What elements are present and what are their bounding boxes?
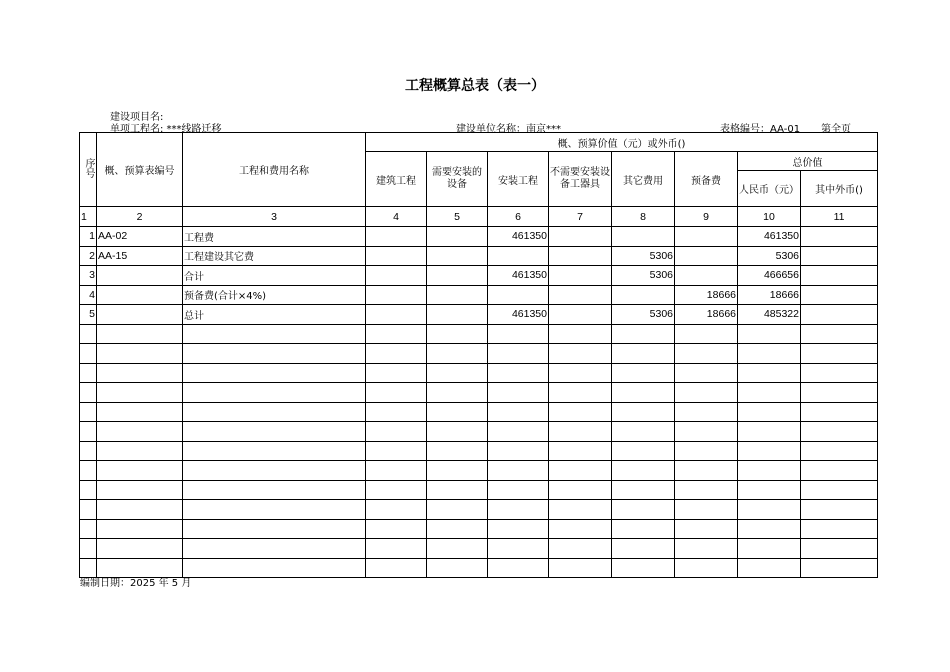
cell-equip-no-install bbox=[549, 344, 612, 364]
table-row bbox=[80, 539, 878, 559]
cell-seq bbox=[80, 500, 97, 520]
cell-seq bbox=[80, 461, 97, 481]
header-foreign: 其中外币() bbox=[801, 171, 878, 207]
cell-equip-no-install bbox=[549, 324, 612, 344]
cell-foreign bbox=[801, 441, 878, 461]
cell-construction bbox=[366, 227, 427, 247]
page-title: 工程概算总表（表一） bbox=[405, 78, 545, 94]
cell-install bbox=[488, 558, 549, 578]
cell-construction bbox=[366, 500, 427, 520]
cell-seq bbox=[80, 480, 97, 500]
cell-other bbox=[612, 558, 675, 578]
cell-seq: 4 bbox=[80, 285, 97, 305]
cell-construction bbox=[366, 480, 427, 500]
column-number-row bbox=[80, 207, 878, 227]
table-row bbox=[80, 461, 878, 481]
budget-summary-table bbox=[79, 132, 878, 578]
cell-name bbox=[183, 500, 366, 520]
cell-install bbox=[488, 461, 549, 481]
cell-reserve bbox=[675, 266, 738, 286]
cell-rmb: 485322 bbox=[738, 305, 801, 325]
form-number-label: 表格编号：AA-01 bbox=[720, 124, 801, 135]
table-row bbox=[80, 363, 878, 383]
cell-foreign bbox=[801, 383, 878, 403]
cell-equip-install bbox=[427, 227, 488, 247]
cell-rmb bbox=[738, 539, 801, 559]
table-row bbox=[80, 441, 878, 461]
cell-reserve bbox=[675, 344, 738, 364]
cell-construction bbox=[366, 266, 427, 286]
cell-equip-no-install bbox=[549, 285, 612, 305]
cell-other bbox=[612, 441, 675, 461]
cell-equip-no-install bbox=[549, 363, 612, 383]
table-row bbox=[80, 422, 878, 442]
cell-equip-no-install bbox=[549, 519, 612, 539]
cell-budget-no: AA-15 bbox=[97, 246, 183, 266]
cell-name bbox=[183, 363, 366, 383]
cell-install bbox=[488, 402, 549, 422]
col-number: 11 bbox=[801, 207, 878, 227]
cell-equip-no-install bbox=[549, 422, 612, 442]
cell-seq: 5 bbox=[80, 305, 97, 325]
table-header bbox=[80, 133, 878, 227]
cell-equip-install bbox=[427, 500, 488, 520]
cell-budget-no bbox=[97, 363, 183, 383]
table-body bbox=[80, 227, 878, 578]
cell-other bbox=[612, 285, 675, 305]
cell-install bbox=[488, 344, 549, 364]
header-name: 工程和费用名称 bbox=[183, 133, 366, 207]
cell-name bbox=[183, 383, 366, 403]
col-number: 6 bbox=[488, 207, 549, 227]
cell-construction bbox=[366, 402, 427, 422]
cell-equip-no-install bbox=[549, 305, 612, 325]
cell-name bbox=[183, 402, 366, 422]
cell-other bbox=[612, 461, 675, 481]
cell-seq bbox=[80, 383, 97, 403]
cell-reserve bbox=[675, 539, 738, 559]
cell-rmb bbox=[738, 461, 801, 481]
cell-equip-install bbox=[427, 246, 488, 266]
cell-other bbox=[612, 539, 675, 559]
cell-equip-install bbox=[427, 285, 488, 305]
cell-other: 5306 bbox=[612, 246, 675, 266]
cell-other bbox=[612, 519, 675, 539]
cell-budget-no bbox=[97, 383, 183, 403]
header-value-group: 概、预算价值（元）或外币() bbox=[366, 133, 878, 152]
cell-equip-install bbox=[427, 305, 488, 325]
cell-other bbox=[612, 402, 675, 422]
cell-rmb: 466656 bbox=[738, 266, 801, 286]
table-row bbox=[80, 402, 878, 422]
cell-other bbox=[612, 500, 675, 520]
cell-equip-no-install bbox=[549, 402, 612, 422]
cell-equip-no-install bbox=[549, 558, 612, 578]
cell-name bbox=[183, 422, 366, 442]
cell-reserve bbox=[675, 246, 738, 266]
cell-construction bbox=[366, 305, 427, 325]
cell-budget-no bbox=[97, 422, 183, 442]
cell-construction bbox=[366, 558, 427, 578]
cell-other bbox=[612, 422, 675, 442]
cell-install bbox=[488, 285, 549, 305]
table-row bbox=[80, 227, 878, 247]
table-row bbox=[80, 266, 878, 286]
header-rmb: 人民币（元） bbox=[738, 171, 801, 207]
col-number: 3 bbox=[183, 207, 366, 227]
cell-foreign bbox=[801, 422, 878, 442]
header-equip-no-install: 不需要安装设备工器具 bbox=[549, 152, 612, 207]
cell-install bbox=[488, 519, 549, 539]
cell-install: 461350 bbox=[488, 305, 549, 325]
header-other: 其它费用 bbox=[612, 152, 675, 207]
cell-equip-install bbox=[427, 324, 488, 344]
header-equip-install: 需要安装的设备 bbox=[427, 152, 488, 207]
cell-budget-no bbox=[97, 441, 183, 461]
cell-seq bbox=[80, 441, 97, 461]
cell-reserve bbox=[675, 441, 738, 461]
cell-construction bbox=[366, 285, 427, 305]
cell-seq bbox=[80, 519, 97, 539]
col-number: 7 bbox=[549, 207, 612, 227]
cell-equip-install bbox=[427, 558, 488, 578]
cell-install bbox=[488, 480, 549, 500]
cell-rmb bbox=[738, 324, 801, 344]
cell-foreign bbox=[801, 324, 878, 344]
cell-name bbox=[183, 558, 366, 578]
cell-foreign bbox=[801, 344, 878, 364]
cell-reserve bbox=[675, 558, 738, 578]
cell-foreign bbox=[801, 363, 878, 383]
cell-foreign bbox=[801, 402, 878, 422]
header-install: 安装工程 bbox=[488, 152, 549, 207]
cell-install bbox=[488, 324, 549, 344]
cell-budget-no bbox=[97, 305, 183, 325]
cell-equip-install bbox=[427, 266, 488, 286]
page-label: 第全页 bbox=[821, 124, 851, 135]
cell-equip-no-install bbox=[549, 227, 612, 247]
cell-rmb bbox=[738, 441, 801, 461]
cell-construction bbox=[366, 422, 427, 442]
cell-budget-no bbox=[97, 344, 183, 364]
cell-budget-no bbox=[97, 500, 183, 520]
cell-foreign bbox=[801, 539, 878, 559]
cell-install bbox=[488, 246, 549, 266]
table-row bbox=[80, 500, 878, 520]
cell-construction bbox=[366, 246, 427, 266]
cell-foreign bbox=[801, 480, 878, 500]
cell-name bbox=[183, 539, 366, 559]
cell-construction bbox=[366, 383, 427, 403]
cell-rmb bbox=[738, 402, 801, 422]
col-number: 2 bbox=[97, 207, 183, 227]
cell-budget-no bbox=[97, 519, 183, 539]
construction-unit-label: 建设单位名称：南京*** bbox=[456, 124, 561, 135]
cell-name: 总计 bbox=[183, 305, 366, 325]
cell-rmb: 461350 bbox=[738, 227, 801, 247]
col-number: 1 bbox=[80, 207, 97, 227]
cell-name: 预备费(合计×4%) bbox=[183, 285, 366, 305]
cell-equip-install bbox=[427, 519, 488, 539]
cell-equip-no-install bbox=[549, 383, 612, 403]
cell-name bbox=[183, 324, 366, 344]
cell-other bbox=[612, 344, 675, 364]
cell-foreign bbox=[801, 227, 878, 247]
table-row bbox=[80, 558, 878, 578]
cell-foreign bbox=[801, 246, 878, 266]
cell-foreign bbox=[801, 500, 878, 520]
cell-other bbox=[612, 227, 675, 247]
cell-reserve bbox=[675, 480, 738, 500]
col-number: 9 bbox=[675, 207, 738, 227]
cell-equip-install bbox=[427, 422, 488, 442]
table-row bbox=[80, 305, 878, 325]
cell-rmb bbox=[738, 344, 801, 364]
cell-seq bbox=[80, 422, 97, 442]
cell-equip-install bbox=[427, 539, 488, 559]
cell-construction bbox=[366, 324, 427, 344]
cell-rmb: 5306 bbox=[738, 246, 801, 266]
cell-name bbox=[183, 480, 366, 500]
project-name-label: 建设项目名: bbox=[110, 112, 164, 123]
col-number: 8 bbox=[612, 207, 675, 227]
cell-install bbox=[488, 441, 549, 461]
cell-seq: 2 bbox=[80, 246, 97, 266]
cell-rmb bbox=[738, 422, 801, 442]
table-row bbox=[80, 324, 878, 344]
cell-install: 461350 bbox=[488, 266, 549, 286]
header-total-group: 总价值 bbox=[738, 152, 878, 171]
cell-other bbox=[612, 324, 675, 344]
header-construction: 建筑工程 bbox=[366, 152, 427, 207]
cell-install bbox=[488, 363, 549, 383]
cell-install bbox=[488, 422, 549, 442]
cell-equip-install bbox=[427, 441, 488, 461]
cell-reserve: 18666 bbox=[675, 285, 738, 305]
cell-reserve bbox=[675, 422, 738, 442]
cell-reserve bbox=[675, 324, 738, 344]
cell-seq bbox=[80, 402, 97, 422]
cell-seq bbox=[80, 539, 97, 559]
cell-rmb bbox=[738, 480, 801, 500]
cell-equip-install bbox=[427, 383, 488, 403]
cell-construction bbox=[366, 363, 427, 383]
single-project-label: 单项工程名: ***线路迁移 bbox=[110, 124, 222, 135]
table-row bbox=[80, 344, 878, 364]
cell-equip-no-install bbox=[549, 500, 612, 520]
cell-equip-no-install bbox=[549, 441, 612, 461]
cell-reserve bbox=[675, 519, 738, 539]
cell-seq bbox=[80, 363, 97, 383]
cell-budget-no: AA-02 bbox=[97, 227, 183, 247]
cell-budget-no bbox=[97, 480, 183, 500]
cell-foreign bbox=[801, 558, 878, 578]
cell-construction bbox=[366, 344, 427, 364]
cell-equip-no-install bbox=[549, 480, 612, 500]
cell-foreign bbox=[801, 285, 878, 305]
cell-budget-no bbox=[97, 402, 183, 422]
cell-budget-no bbox=[97, 285, 183, 305]
table-row bbox=[80, 246, 878, 266]
cell-install bbox=[488, 539, 549, 559]
col-number: 4 bbox=[366, 207, 427, 227]
cell-name: 工程建设其它费 bbox=[183, 246, 366, 266]
cell-rmb bbox=[738, 383, 801, 403]
cell-install: 461350 bbox=[488, 227, 549, 247]
cell-seq: 1 bbox=[80, 227, 97, 247]
cell-name bbox=[183, 519, 366, 539]
table-row bbox=[80, 480, 878, 500]
table-row bbox=[80, 383, 878, 403]
cell-other bbox=[612, 363, 675, 383]
cell-equip-install bbox=[427, 480, 488, 500]
cell-reserve bbox=[675, 402, 738, 422]
cell-reserve bbox=[675, 227, 738, 247]
cell-foreign bbox=[801, 461, 878, 481]
cell-rmb bbox=[738, 519, 801, 539]
col-number: 10 bbox=[738, 207, 801, 227]
cell-equip-install bbox=[427, 402, 488, 422]
cell-construction bbox=[366, 539, 427, 559]
header-reserve: 预备费 bbox=[675, 152, 738, 207]
cell-equip-no-install bbox=[549, 246, 612, 266]
cell-construction bbox=[366, 441, 427, 461]
cell-equip-install bbox=[427, 461, 488, 481]
cell-equip-no-install bbox=[549, 461, 612, 481]
cell-foreign bbox=[801, 266, 878, 286]
cell-other: 5306 bbox=[612, 305, 675, 325]
cell-rmb bbox=[738, 558, 801, 578]
cell-reserve bbox=[675, 383, 738, 403]
cell-construction bbox=[366, 519, 427, 539]
cell-budget-no bbox=[97, 539, 183, 559]
cell-equip-install bbox=[427, 363, 488, 383]
cell-reserve: 18666 bbox=[675, 305, 738, 325]
cell-rmb bbox=[738, 363, 801, 383]
cell-equip-no-install bbox=[549, 266, 612, 286]
header-seq: 序号 bbox=[80, 133, 97, 207]
cell-foreign bbox=[801, 519, 878, 539]
cell-name: 合计 bbox=[183, 266, 366, 286]
cell-reserve bbox=[675, 363, 738, 383]
cell-other bbox=[612, 383, 675, 403]
cell-install bbox=[488, 500, 549, 520]
cell-reserve bbox=[675, 461, 738, 481]
cell-construction bbox=[366, 461, 427, 481]
cell-rmb bbox=[738, 500, 801, 520]
compile-date: 编制日期：2025 年 5 月 bbox=[80, 578, 192, 589]
cell-seq bbox=[80, 344, 97, 364]
col-number: 5 bbox=[427, 207, 488, 227]
cell-name bbox=[183, 344, 366, 364]
cell-install bbox=[488, 383, 549, 403]
cell-seq bbox=[80, 324, 97, 344]
header-budget-no: 概、预算表编号 bbox=[97, 133, 183, 207]
cell-budget-no bbox=[97, 461, 183, 481]
cell-name: 工程费 bbox=[183, 227, 366, 247]
cell-name bbox=[183, 441, 366, 461]
table-row bbox=[80, 285, 878, 305]
cell-budget-no bbox=[97, 266, 183, 286]
cell-seq: 3 bbox=[80, 266, 97, 286]
cell-rmb: 18666 bbox=[738, 285, 801, 305]
cell-budget-no bbox=[97, 324, 183, 344]
cell-other: 5306 bbox=[612, 266, 675, 286]
table-row bbox=[80, 519, 878, 539]
cell-foreign bbox=[801, 305, 878, 325]
cell-reserve bbox=[675, 500, 738, 520]
cell-name bbox=[183, 461, 366, 481]
cell-equip-install bbox=[427, 344, 488, 364]
cell-other bbox=[612, 480, 675, 500]
cell-equip-no-install bbox=[549, 539, 612, 559]
